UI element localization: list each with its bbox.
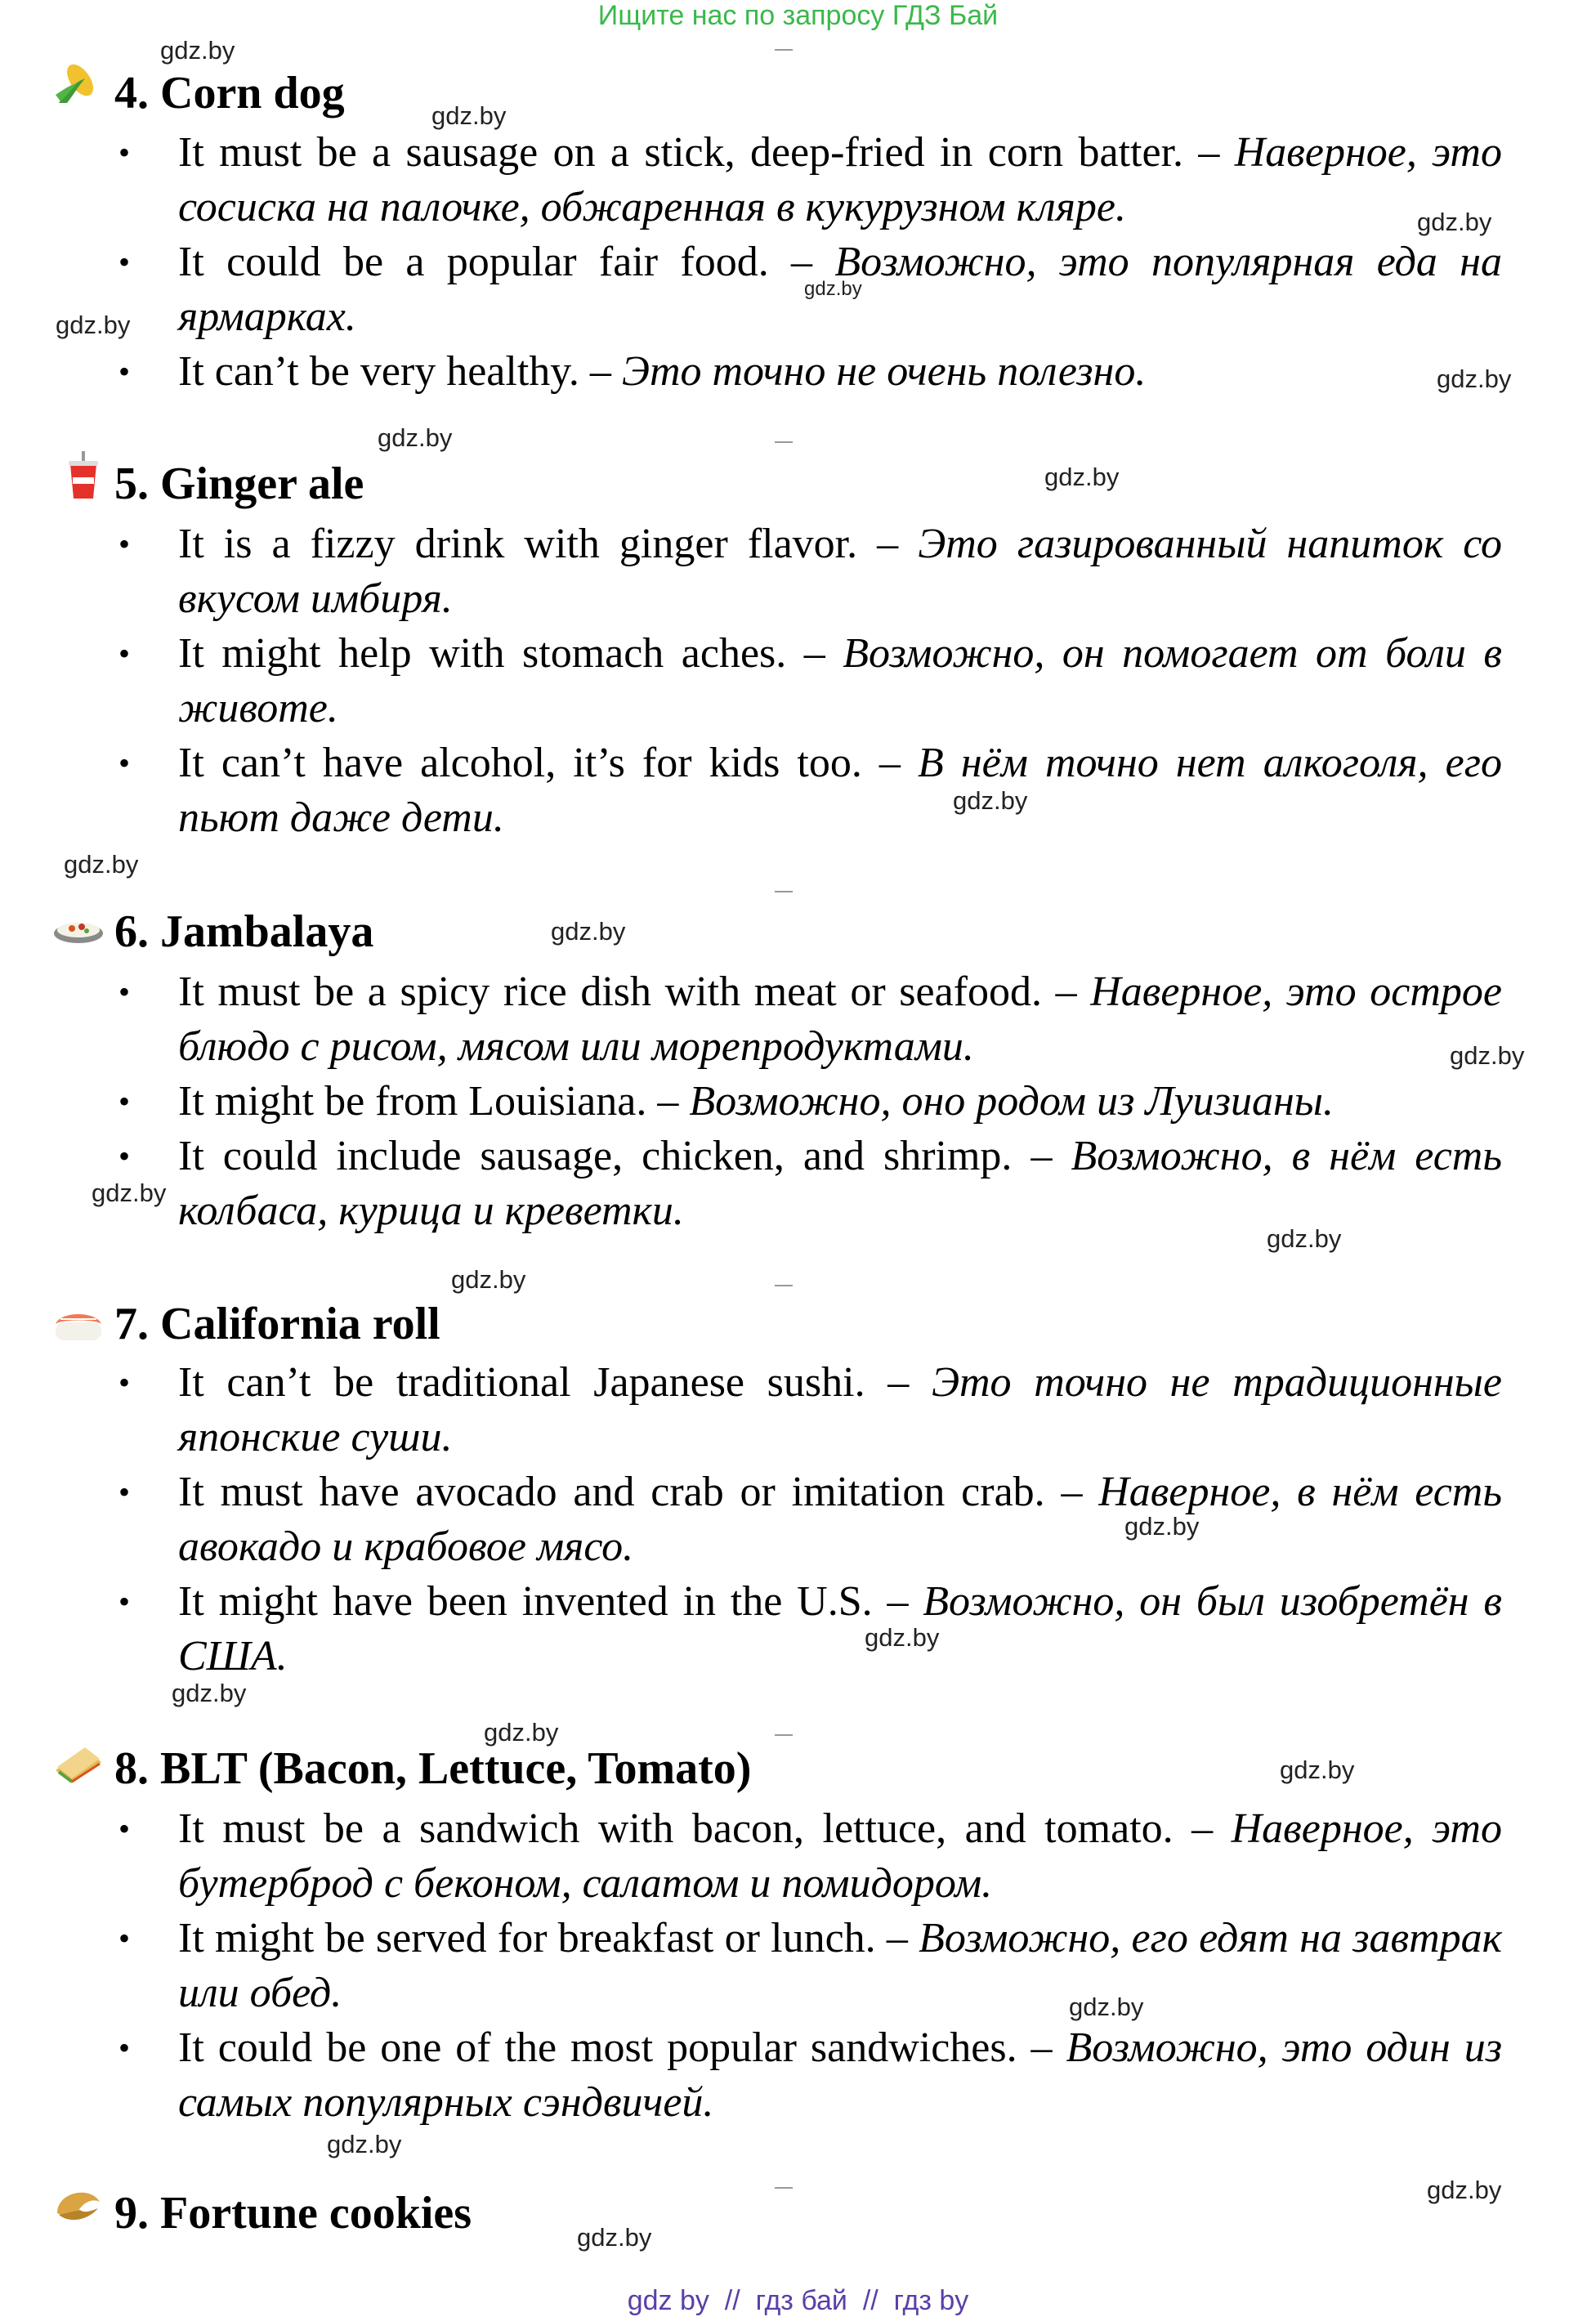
- top-banner[interactable]: Ищите нас по запросу ГДЗ Бай: [597, 0, 999, 31]
- russian-translation: Возможно, его едят на завтрак или обед.: [178, 1915, 1503, 2016]
- watermark: gdz.by: [1427, 2176, 1502, 2204]
- corn-icon: [52, 56, 105, 108]
- section-heading: 6. Jambalaya: [114, 906, 374, 957]
- sushi-icon: [52, 1298, 105, 1350]
- russian-translation: Возможно, он помогает от боли в животе.: [178, 630, 1502, 731]
- russian-translation: Это газированный напиток со вкусом имбиря.: [178, 521, 1502, 622]
- watermark: gdz.by: [953, 786, 1028, 815]
- russian-translation: В нём точно нет алкоголя, его пьют даже дети.: [178, 740, 1502, 841]
- list-item: • It must have avocado and crab or imitation crab. – Наверное, в нём есть авокадо и крабовое мясо.: [118, 1469, 1502, 1570]
- divider: [775, 49, 793, 51]
- watermark: gdz.by: [327, 2130, 402, 2158]
- list-item: • It might be served for breakfast or lunch. – Возможно, его едят на завтрак или обед.: [118, 1915, 1503, 2016]
- english-sentence: It could include sausage, chicken, and shrimp. –: [178, 1133, 1071, 1179]
- watermark: gdz.by: [451, 1265, 526, 1294]
- watermark: gdz.by: [577, 2223, 652, 2252]
- watermark: gdz.by: [865, 1623, 940, 1652]
- list-item: • It must be a sausage on a stick, deep-fried in corn batter. – Наверное, это сосиска на палочке, обжаренная в кукурузном кляре.: [118, 129, 1502, 230]
- russian-translation: Наверное, это сосиска на палочке, обжаренная в кукурузном кляре.: [178, 129, 1502, 230]
- watermark: gdz.by: [1417, 208, 1492, 236]
- bullet-list: [0, 964, 1596, 1238]
- english-sentence: It must be a sausage on a stick, deep-fried in corn batter. –: [178, 129, 1235, 176]
- watermark: gdz.by: [551, 917, 626, 946]
- watermark: gdz.by: [804, 278, 862, 300]
- watermark: gdz.by: [484, 1718, 559, 1747]
- watermark: gdz.by: [92, 1179, 167, 1207]
- list-item: • It might have been invented in the U.S. – Возможно, он был изобретён в США.: [118, 1578, 1502, 1680]
- watermark: gdz.by: [1267, 1224, 1342, 1253]
- soda-cup-icon: [57, 450, 110, 502]
- divider: [775, 441, 793, 443]
- rice-bowl-icon: [52, 906, 105, 958]
- watermark: gdz.by: [1450, 1041, 1525, 1070]
- list-item: • It could include sausage, chicken, and shrimp. – Возможно, в нём есть колбаса, курица и креветки.: [118, 1133, 1502, 1234]
- english-sentence: It can’t have alcohol, it’s for kids too. –: [178, 740, 918, 786]
- divider: [775, 1734, 793, 1736]
- bullet-list: [0, 1801, 1596, 2130]
- russian-translation: Возможно, оно родом из Луизианы.: [689, 1078, 1334, 1125]
- russian-translation: Наверное, это бутерброд с беконом, салатом и помидором.: [178, 1805, 1502, 1907]
- list-item: • It must be a sandwich with bacon, lettuce, and tomato. – Наверное, это бутерброд с беконом, салатом и помидором.: [118, 1805, 1502, 1907]
- divider: [775, 1285, 793, 1286]
- english-sentence: It might be from Louisiana. –: [178, 1078, 690, 1125]
- russian-translation: Наверное, это острое блюдо с рисом, мясом или морепродуктами.: [178, 968, 1502, 1070]
- section-heading: 7. California roll: [114, 1299, 440, 1349]
- english-sentence: It might help with stomach aches. –: [178, 630, 843, 677]
- russian-translation: Возможно, это один из самых популярных сэндвичей.: [178, 2024, 1502, 2126]
- english-sentence: It must be a spicy rice dish with meat or seafood. –: [178, 968, 1091, 1015]
- section-heading: 8. BLT (Bacon, Lettuce, Tomato): [114, 1743, 752, 1794]
- fortune-cookie-icon: [52, 2181, 105, 2233]
- russian-translation: Возможно, в нём есть колбаса, курица и креветки.: [178, 1133, 1502, 1234]
- watermark: gdz.by: [160, 36, 235, 65]
- english-sentence: It can’t be traditional Japanese sushi. –: [178, 1359, 932, 1406]
- list-item: • It might be from Louisiana. – Возможно, оно родом из Луизианы.: [118, 1078, 1334, 1125]
- english-sentence: It could be one of the most popular sandwiches. –: [178, 2024, 1066, 2071]
- section-heading: 9. Fortune cookies: [114, 2188, 472, 2239]
- english-sentence: It must be a sandwich with bacon, lettuce, and tomato. –: [178, 1805, 1232, 1852]
- watermark: gdz.by: [378, 423, 453, 452]
- english-sentence: It might be served for breakfast or lunch. –: [178, 1915, 919, 1961]
- watermark: gdz.by: [1069, 1993, 1144, 2021]
- russian-translation: Это точно не традиционные японские суши.: [178, 1359, 1502, 1460]
- english-sentence: It can’t be very healthy. –: [178, 348, 622, 395]
- watermark: gdz.by: [1044, 463, 1120, 491]
- bullet-list: [0, 1355, 1596, 1684]
- watermark: gdz.by: [64, 850, 139, 879]
- list-item: • It must be a spicy rice dish with meat or seafood. – Наверное, это острое блюдо с рисом, мясом или морепродуктами.: [118, 968, 1502, 1070]
- divider: [775, 2187, 793, 2189]
- english-sentence: It must have avocado and crab or imitation crab. –: [178, 1469, 1099, 1515]
- watermark: gdz.by: [1124, 1512, 1200, 1541]
- section-heading: 5. Ginger ale: [114, 458, 364, 509]
- english-sentence: It could be a popular fair food. –: [178, 239, 835, 285]
- russian-translation: Возможно, это популярная еда на ярмарках.: [178, 239, 1502, 340]
- bullet-list: [0, 125, 1596, 399]
- russian-translation: Наверное, в нём есть авокадо и крабовое мясо.: [178, 1469, 1502, 1570]
- footer-links[interactable]: gdz by // гдз бай // гдз by: [627, 2285, 969, 2316]
- watermark: gdz.by: [431, 101, 507, 130]
- list-item: • It can’t have alcohol, it’s for kids too. – В нём точно нет алкоголя, его пьют даже дети.: [118, 740, 1502, 841]
- sandwich-icon: [52, 1738, 105, 1790]
- list-item: • It could be one of the most popular sandwiches. – Возможно, это один из самых популярных сэндвичей.: [118, 2024, 1502, 2126]
- russian-translation: Возможно, он был изобретён в США.: [178, 1578, 1502, 1680]
- list-item: • It can’t be very healthy. – Это точно не очень полезно.: [118, 348, 1147, 395]
- russian-translation: Это точно не очень полезно.: [621, 348, 1147, 395]
- list-item: • It could be a popular fair food. – Возможно, это популярная еда на ярмарках.: [118, 239, 1502, 340]
- list-item: • It is a fizzy drink with ginger flavor. – Это газированный напиток со вкусом имбиря.: [118, 521, 1502, 622]
- watermark: gdz.by: [1437, 365, 1512, 393]
- watermark: gdz.by: [1280, 1756, 1355, 1784]
- list-item: • It can’t be traditional Japanese sushi. – Это точно не традиционные японские суши.: [118, 1359, 1502, 1460]
- divider: [775, 891, 793, 892]
- section-heading: 4. Corn dog: [114, 68, 345, 119]
- bullet-list: [0, 517, 1596, 845]
- list-item: • It might help with stomach aches. – Возможно, он помогает от боли в животе.: [118, 630, 1502, 731]
- english-sentence: It is a fizzy drink with ginger flavor. –: [178, 521, 919, 567]
- watermark: gdz.by: [56, 311, 131, 339]
- watermark: gdz.by: [172, 1679, 247, 1707]
- english-sentence: It might have been invented in the U.S. –: [178, 1578, 923, 1625]
